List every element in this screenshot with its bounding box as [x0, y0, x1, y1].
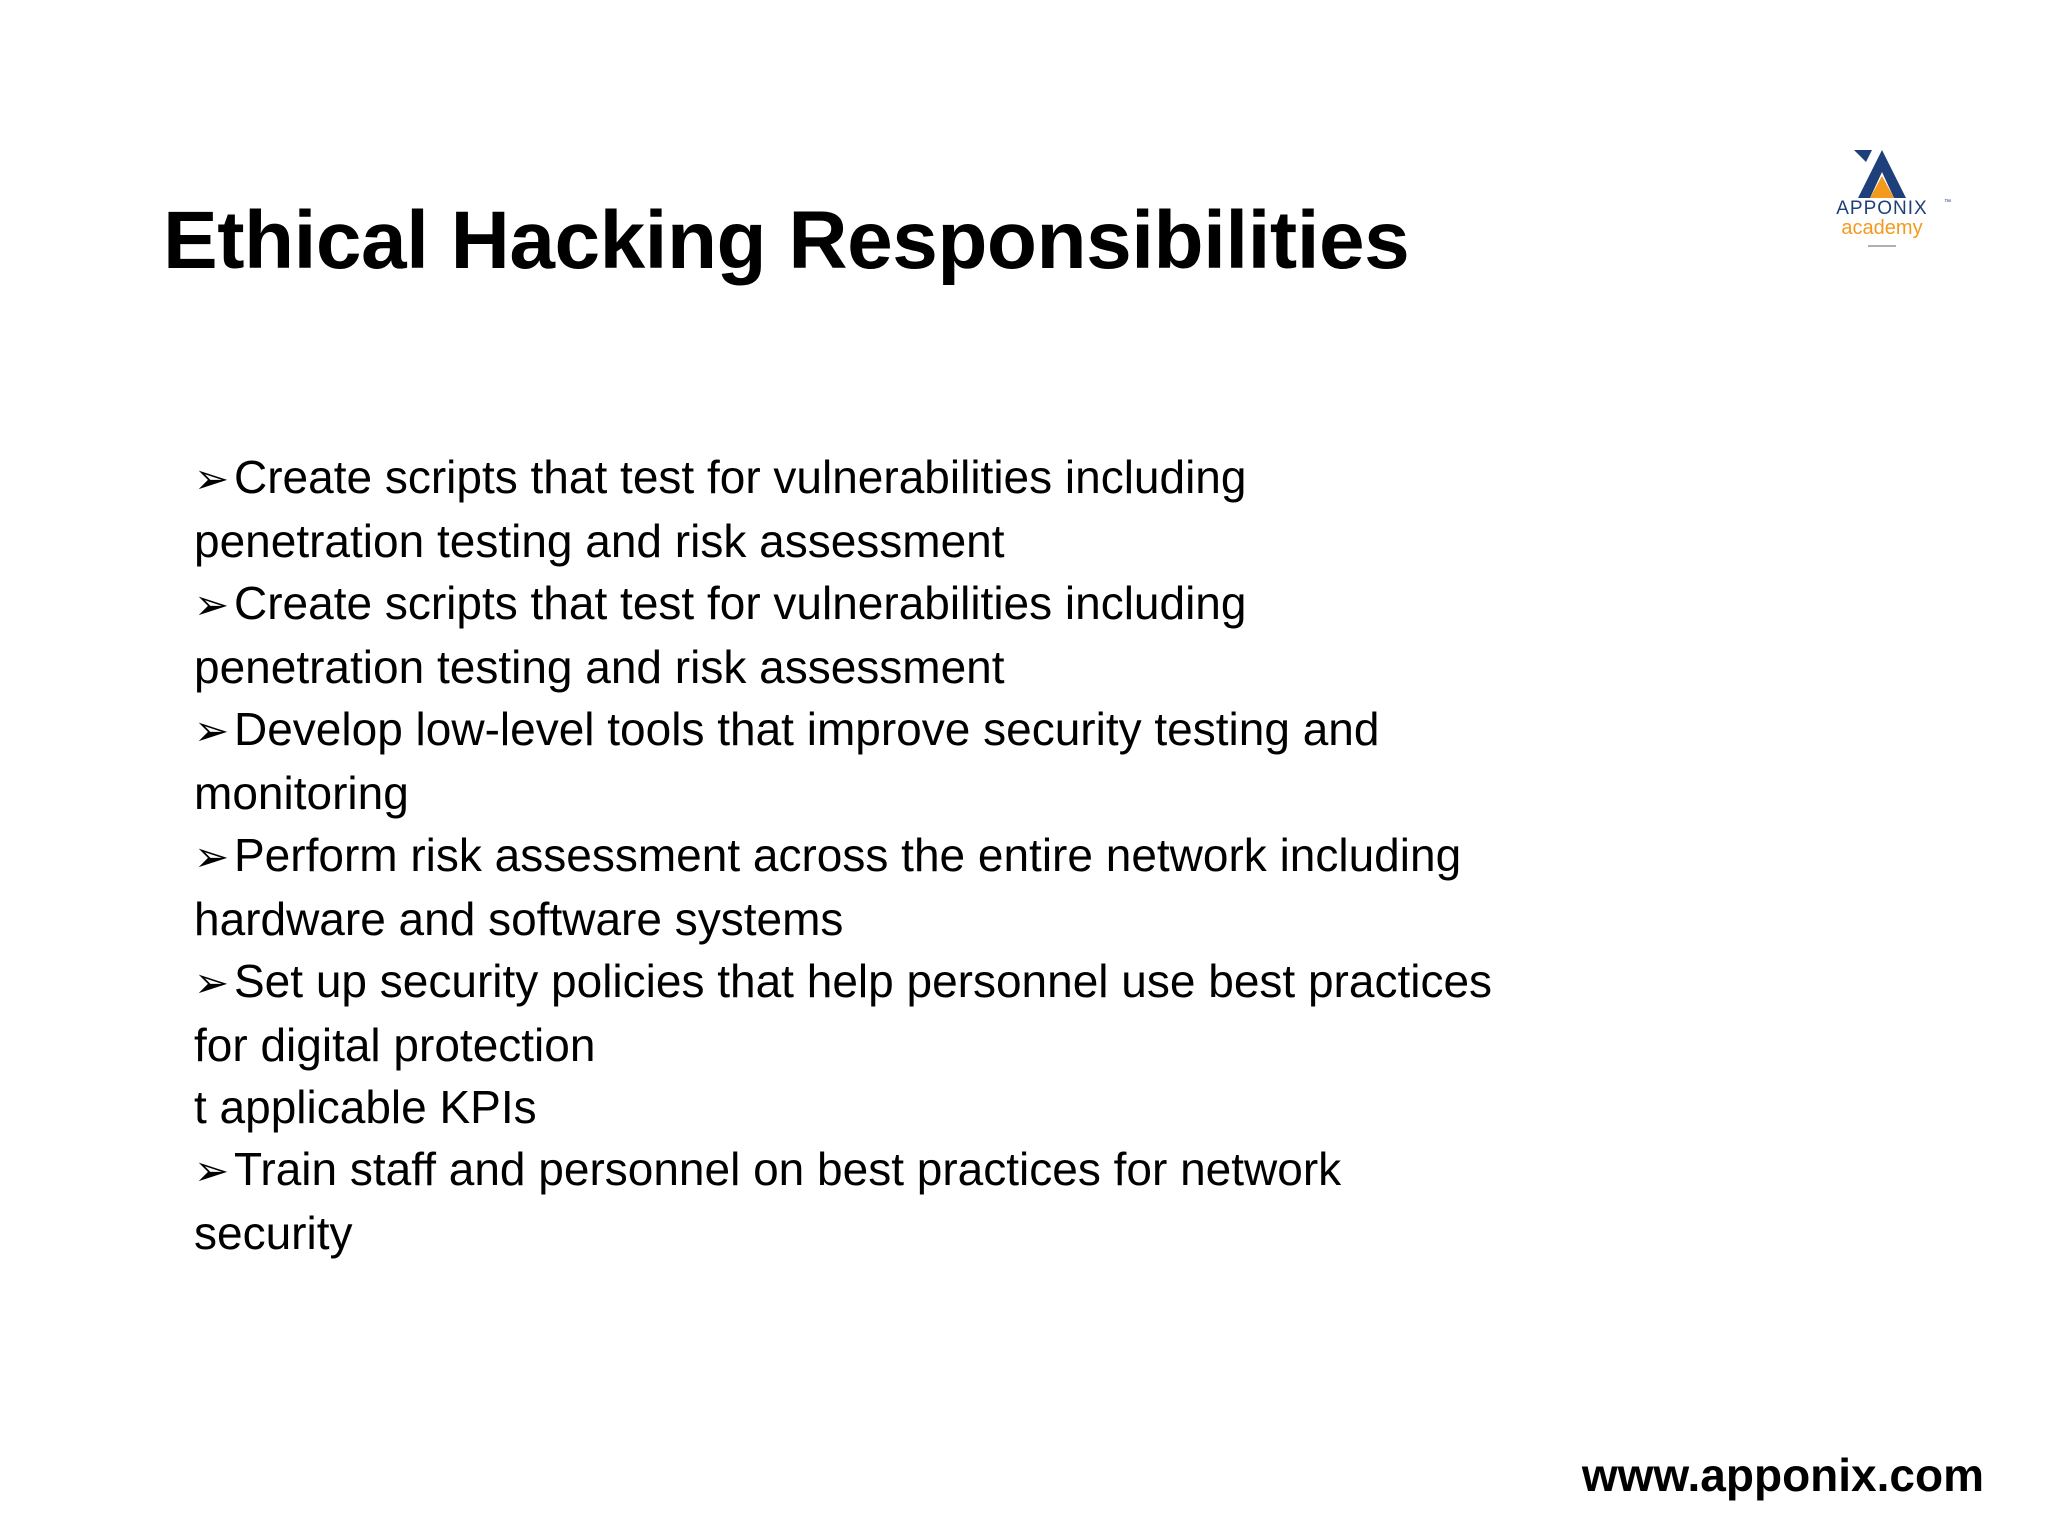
arrow-bullet-icon: ➢	[194, 455, 230, 502]
bullet-text: t applicable KPIs	[194, 1081, 537, 1133]
bullet-item	[194, 1138, 1574, 1202]
arrow-bullet-icon: ➢	[194, 959, 230, 1006]
bullet-item	[194, 446, 1574, 510]
bullet-text: Create scripts that test for vulnerabilities including	[234, 577, 1247, 629]
arrow-bullet-icon: ➢	[194, 581, 230, 628]
logo-sub-text: academy	[1841, 217, 1923, 239]
bullet-text: penetration testing and risk assessment	[194, 515, 1005, 567]
arrow-bullet-icon: ➢	[194, 707, 230, 754]
bullet-text: monitoring	[194, 767, 409, 819]
bullet-text: hardware and software systems	[194, 893, 844, 945]
bullet-continuation	[194, 1014, 1574, 1076]
logo-brand-text: APPONIX	[1836, 198, 1928, 219]
bullet-text: Perform risk assessment across the entire network including	[234, 829, 1462, 881]
bullet-continuation	[194, 510, 1574, 572]
arrow-bullet-icon: ➢	[194, 1147, 230, 1194]
bullet-text: Develop low-level tools that improve security testing and	[234, 703, 1380, 755]
bullet-text: for digital protection	[194, 1019, 596, 1071]
arrow-bullet-icon: ➢	[194, 833, 230, 880]
bullet-text: penetration testing and risk assessment	[194, 641, 1005, 693]
bullet-item	[194, 572, 1574, 636]
apponix-logo-mark	[1810, 148, 1960, 258]
bullet-list	[194, 446, 1574, 1264]
bullet-text: Create scripts that test for vulnerabilities including	[234, 451, 1247, 503]
bullet-item	[194, 824, 1574, 888]
bullet-continuation	[194, 1202, 1574, 1264]
footer-url: www.apponix.com	[1581, 1449, 1984, 1501]
apponix-logo	[1810, 148, 1960, 258]
bullet-item	[194, 698, 1574, 762]
bullet-continuation	[194, 636, 1574, 698]
logo-tm-text: ™	[1944, 199, 1951, 206]
bullet-text: Set up security policies that help personnel use best practices	[234, 955, 1493, 1007]
bullet-continuation	[194, 1076, 1574, 1138]
slide-title: Ethical Hacking Responsibilities	[163, 195, 1410, 286]
bullet-continuation	[194, 888, 1574, 950]
bullet-text: security	[194, 1207, 353, 1259]
bullet-text: Train staff and personnel on best practices for network	[234, 1143, 1342, 1195]
bullet-continuation	[194, 762, 1574, 824]
bullet-item	[194, 950, 1574, 1014]
